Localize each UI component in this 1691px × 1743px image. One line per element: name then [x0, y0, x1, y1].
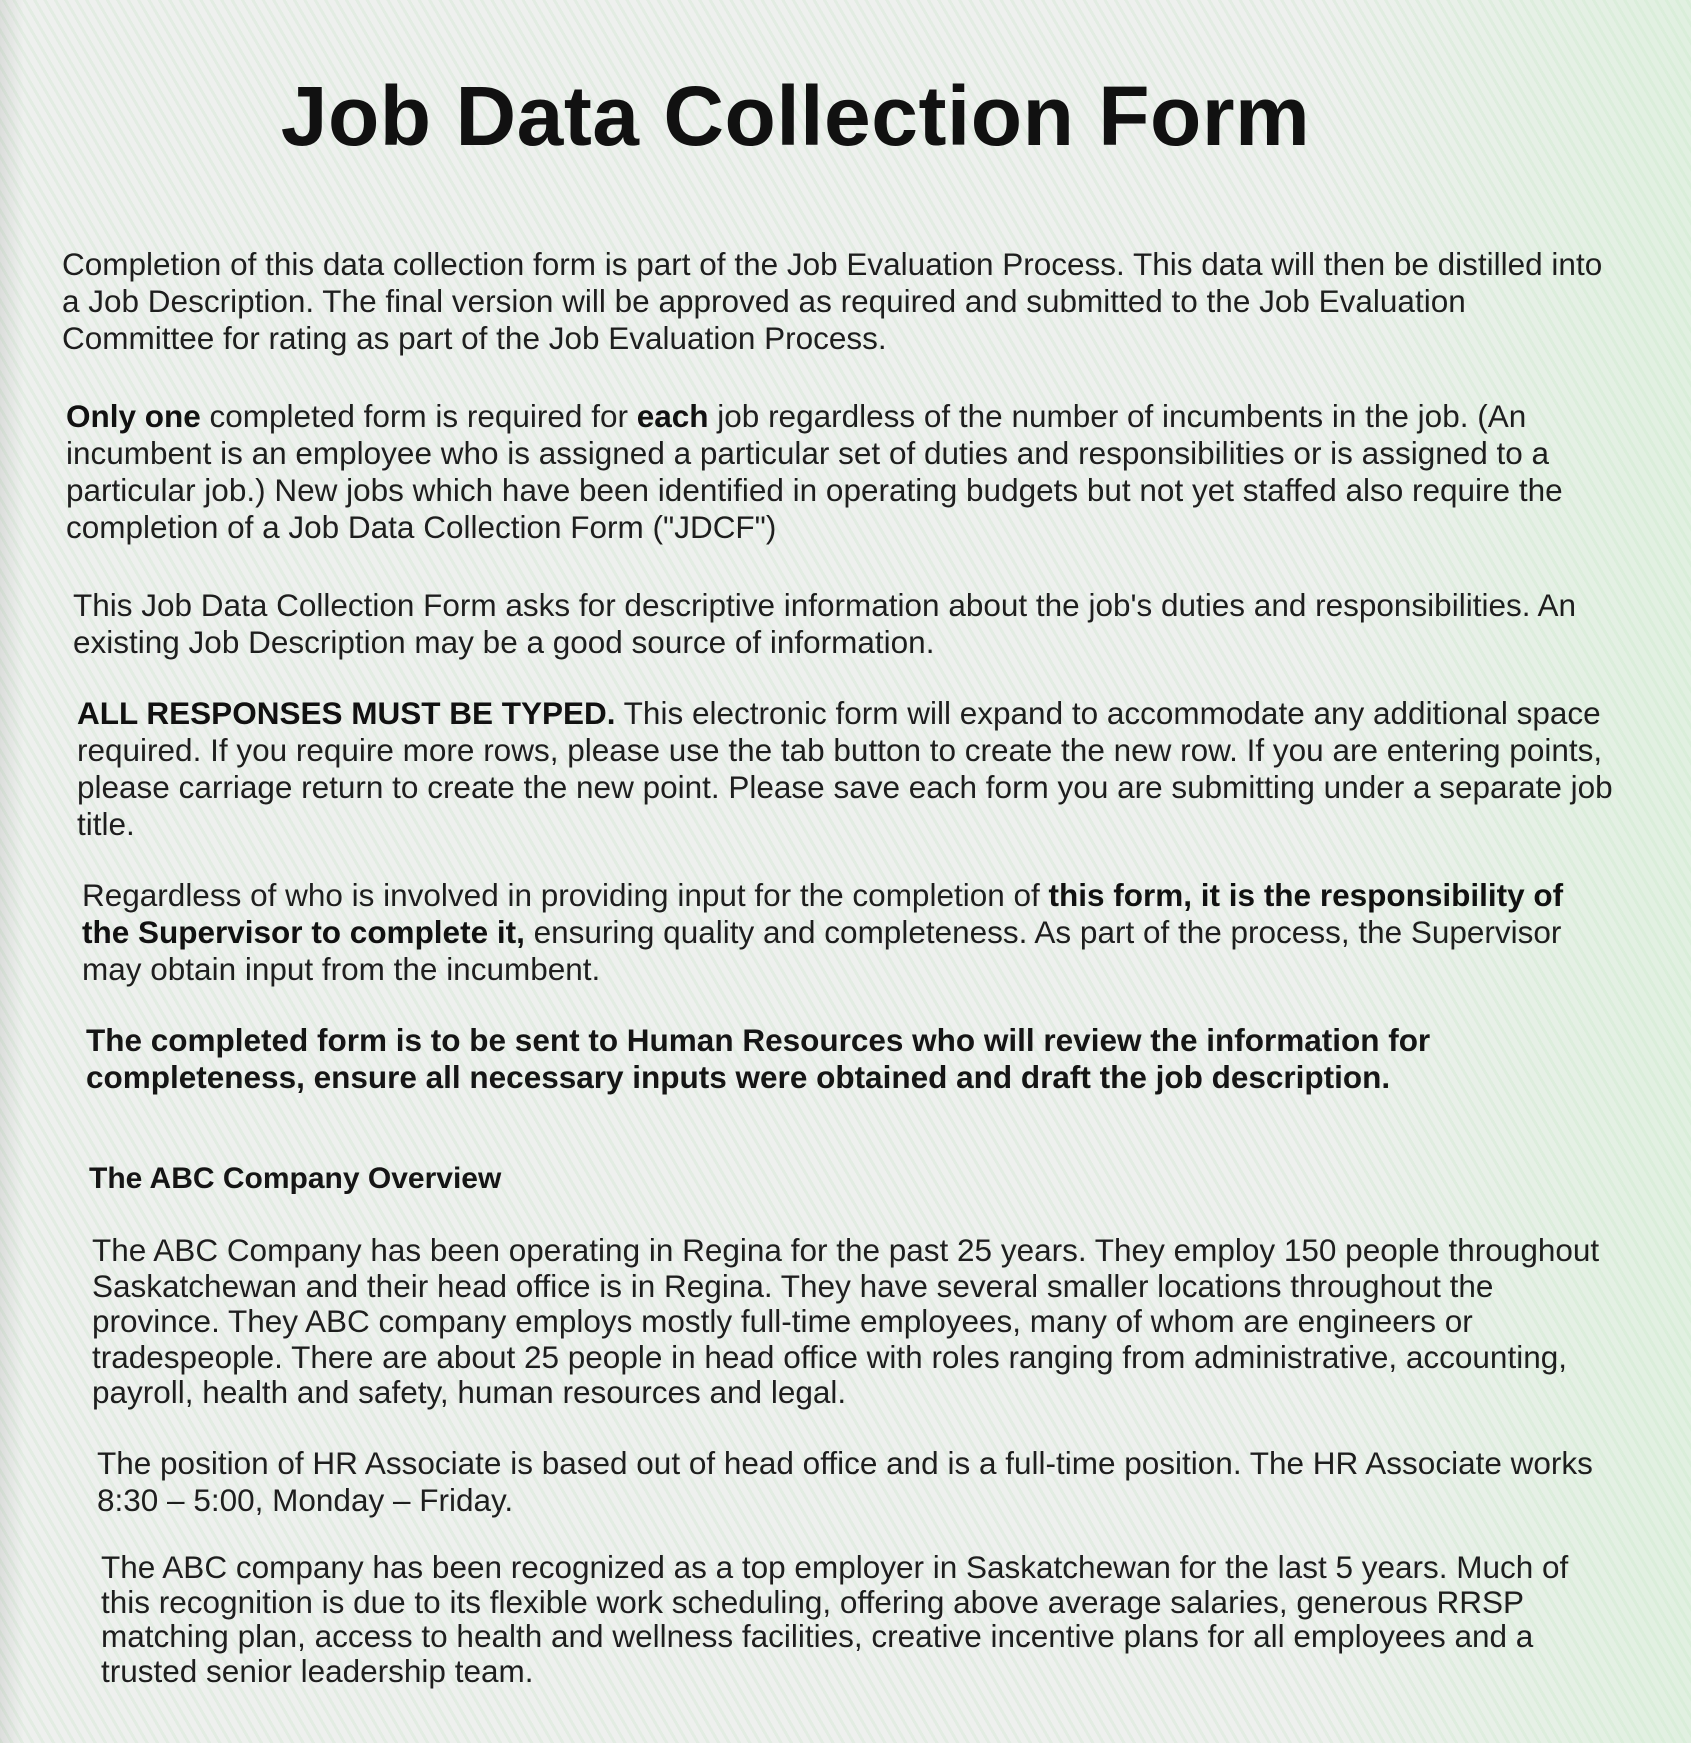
only-one-text-2: job regardless of the number of incumbents in the job. (An incumbent is an employee who is assigned a particular set of duties and responsibilities or is assigned to a particular job.) New jobs which have been identified in operating budgets but not yet staffed also require the completion of a Job Data Collection Form ("JDCF") [66, 398, 1563, 545]
typed-bold: ALL RESPONSES MUST BE TYPED. [77, 695, 616, 731]
overview-paragraph-1: The ABC Company has been operating in Regina for the past 25 years. They employ 150 people throughout Saskatchewan and their head office is in Regina. They have several smaller locations throughout the province. They ABC company employs mostly full-time employees, many of whom are engineers or tradespeople. There are about 25 people in head office with roles ranging from administrative, accounting, payroll, health and safety, human resources and legal. [92, 1232, 1600, 1410]
overview-paragraph-3: The ABC company has been recognized as a top employer in Saskatchewan for the last 5 years. Much of this recognition is due to its flexible work scheduling, offering above average salaries, generous RRSP matching plan, access to health and wellness facilities, creative incentive plans for all employees and a trusted senior leadership team. [101, 1549, 1569, 1689]
responsibility-paragraph [82, 877, 1617, 988]
responsibility-text-1: Regardless of who is involved in providing input for the completion of [82, 877, 1049, 913]
only-one-text-1: completed form is required for [200, 398, 637, 434]
typed-text: This electronic form will expand to accommodate any additional space required. If you require more rows, please use the tab button to create the new row. If you are entering points, please carriage return to create the new point. Please save each form you are submitting under a separate job title. [77, 695, 1613, 842]
descriptive-paragraph: This Job Data Collection Form asks for descriptive information about the job's duties and responsibilities. An existing Job Description may be a good source of information. [73, 587, 1577, 660]
overview-paragraph-2: The position of HR Associate is based out of head office and is a full-time position. The HR Associate works 8:30 – 5:00, Monday – Friday. [97, 1445, 1593, 1518]
page-title: Job Data Collection Form [280, 69, 1311, 163]
intro-paragraph: Completion of this data collection form is part of the Job Evaluation Process. This data will then be distilled into a Job Description. The final version will be approved as required and submitted to the Job Evaluation Committee for rating as part of the Job Evaluation Process. [62, 246, 1603, 356]
responsibility-bold: this form, it is the responsibility of the Supervisor to complete it, [82, 877, 1564, 950]
overview-heading: The ABC Company Overview [89, 1162, 502, 1195]
responsibility-text-2: ensuring quality and completeness. As part of the process, the Supervisor may obtain input from the incumbent. [82, 914, 1562, 987]
typed-paragraph [77, 695, 1617, 843]
only-one-paragraph [66, 398, 1617, 546]
each-bold: each [636, 398, 709, 434]
only-one-bold: Only one [66, 398, 201, 434]
completed-form-paragraph: The completed form is to be sent to Human Resources who will review the information for completeness, ensure all necessary inputs were obtained and draft the job description. [86, 1022, 1431, 1095]
